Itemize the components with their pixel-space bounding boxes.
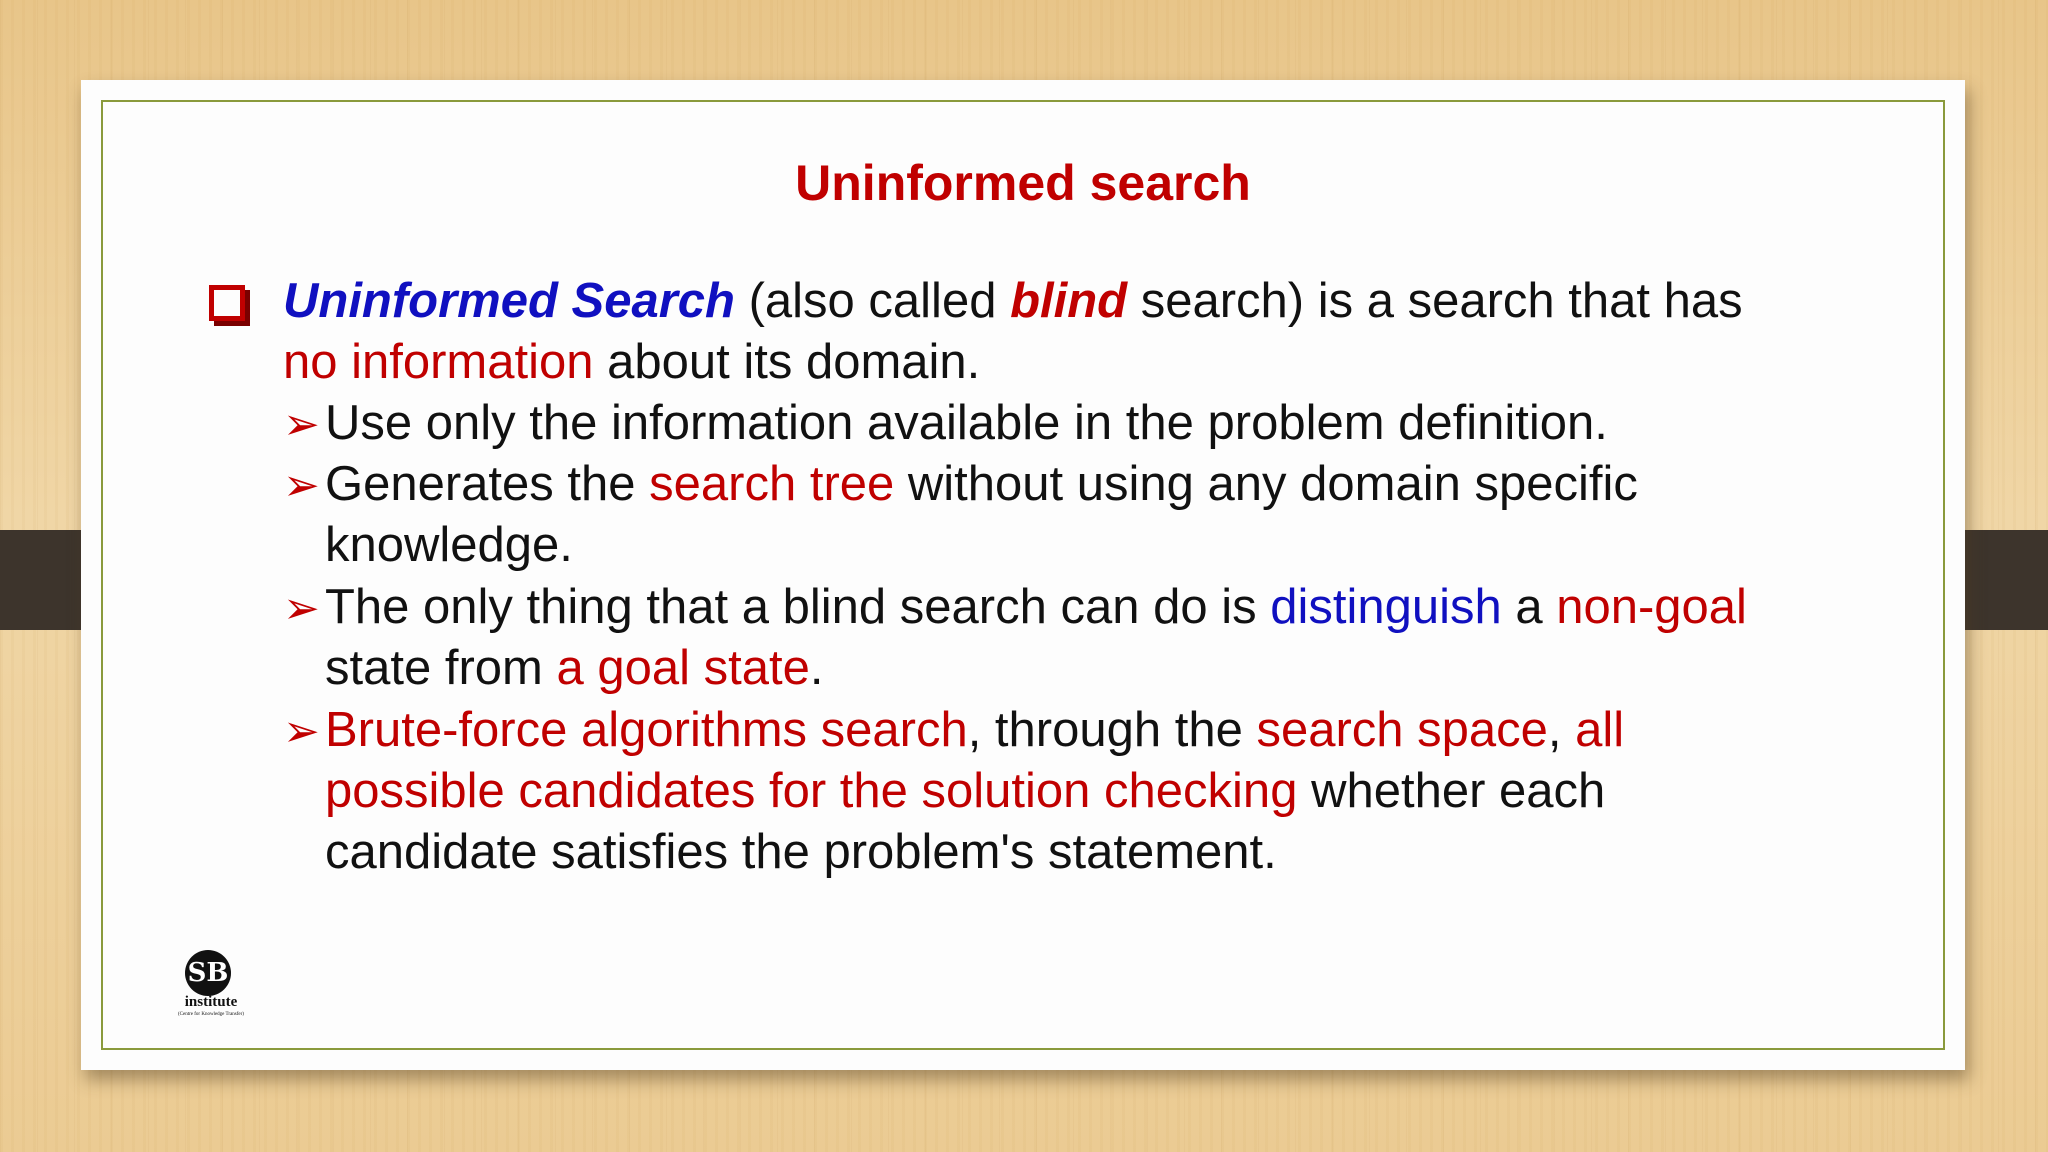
bullet-2-cont: knowledge. [325, 518, 573, 572]
term-search-tree: search tree [649, 457, 895, 511]
square-bullet-icon [209, 285, 245, 321]
bullet-1: ➢ Use only the information available in the problem definition. [283, 393, 1608, 455]
term-blind: blind [1010, 274, 1128, 328]
bullet-4-cont-1: possible candidates for the solution checking whether each [325, 764, 1606, 818]
logo-tagline: (Centre for Knowledge Transfer) [178, 1012, 244, 1017]
arrow-bullet-icon: ➢ [283, 461, 320, 510]
term-search-space: search space [1256, 703, 1548, 757]
slide-card [81, 80, 1965, 1070]
term-uninformed-search: Uninformed Search [283, 274, 735, 328]
bullet-4: ➢ Brute-force algorithms search, through the search space, all [283, 700, 1624, 762]
intro-line-2: no information about its domain. [283, 335, 981, 389]
term-goal-state: a goal state [556, 641, 810, 695]
bullet-3-cont: state from a goal state. [325, 641, 824, 695]
bullet-4-cont-2: candidate satisfies the problem's statement. [325, 825, 1277, 879]
term-possible-candidates: possible candidates for the solution checking [325, 764, 1298, 818]
logo-name: institute [184, 994, 238, 1010]
term-no-information: no information [283, 335, 594, 389]
intro-line-1: Uninformed Search (also called blind search) is a search that has [283, 274, 1743, 328]
arrow-bullet-icon: ➢ [283, 584, 320, 633]
term-non-goal: non-goal [1556, 580, 1747, 634]
slide-title: Uninformed search [795, 155, 1251, 211]
logo-mark: SB [185, 950, 231, 996]
institute-logo [151, 950, 261, 1030]
arrow-bullet-icon: ➢ [283, 707, 320, 756]
bullet-2: ➢ Generates the search tree without using any domain specific [283, 454, 1638, 516]
bullet-3: ➢ The only thing that a blind search can do is distinguish a non-goal [283, 577, 1747, 639]
arrow-bullet-icon: ➢ [283, 400, 320, 449]
term-brute-force: Brute-force algorithms search [325, 703, 968, 757]
term-distinguish: distinguish [1270, 580, 1502, 634]
